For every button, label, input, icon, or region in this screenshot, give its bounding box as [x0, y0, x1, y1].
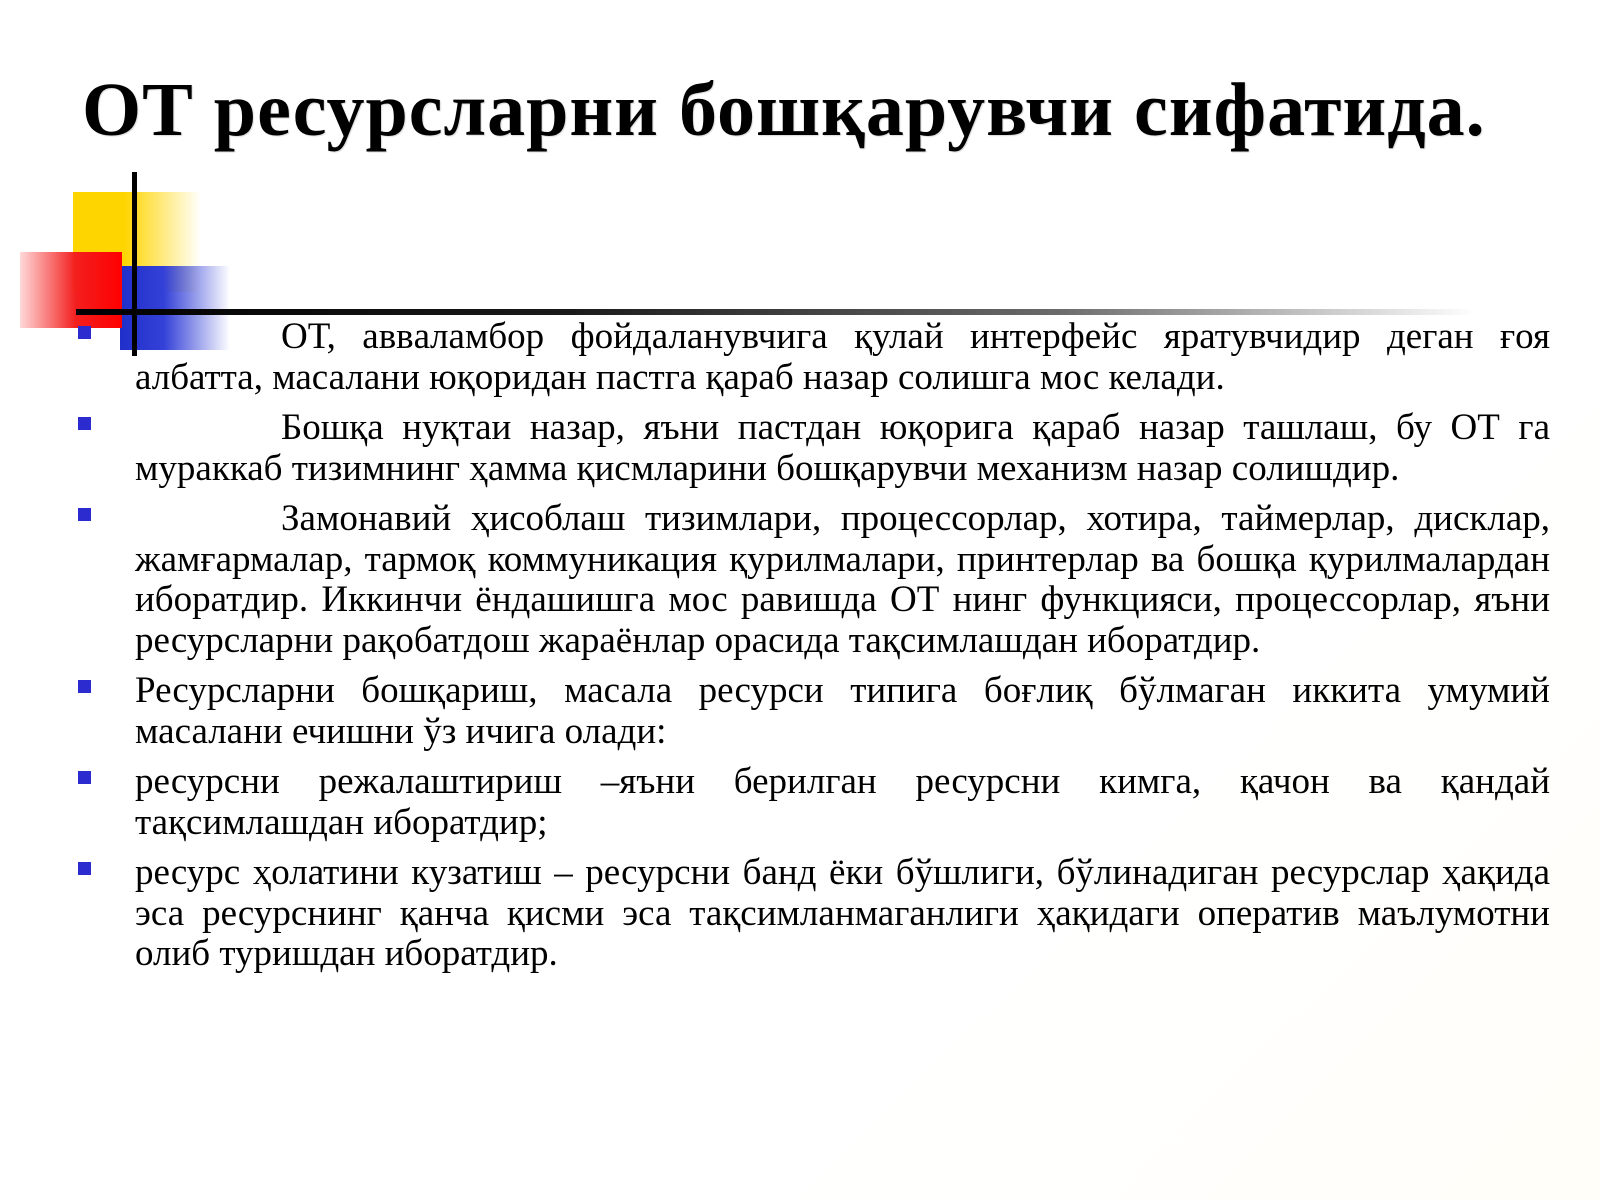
- bullet-marker-icon: [78, 771, 91, 784]
- bullet-marker-icon: [78, 326, 91, 339]
- bullet-item: [135, 408, 1550, 489]
- slide-title: ОТ ресурсларни бошқарувчи сифатида.: [82, 68, 1486, 152]
- bullet-marker-icon: [78, 508, 91, 521]
- bullet-text: Бошқа нуқтаи назар, яъни пастдан юқорига қараб назар ташлаш, бу ОТ га мураккаб тизимнинг ҳамма қисмларини бошқарувчи механизм назар солишдир.: [135, 407, 1550, 489]
- bullet-marker-icon: [78, 417, 91, 430]
- bullet-text: ресурс ҳолатини кузатиш – ресурсни банд ёки бўшлиги, бўлинадиган ресурслар ҳақида эса ресурснинг қанча қисми эса тақсимланмаганлиги ҳақидаги оператив маълумотни олиб туришдан иборатдир.: [135, 852, 1550, 974]
- bullet-item: [135, 499, 1550, 661]
- bullet-text: ОТ, аввaламбор фойдаланувчига қулай интерфейс яратувчидир деган ғоя албатта, масалани юқоридан пастга қараб назар солишга мос келади.: [135, 316, 1550, 398]
- bullet-item: [135, 762, 1550, 843]
- bullet-list: [0, 317, 1600, 985]
- bullet-marker-icon: [78, 862, 91, 875]
- bullet-marker-icon: [78, 680, 91, 693]
- bullet-text: ресурсни режалаштириш –яъни берилган ресурсни кимга, қачон ва қандай тақсимлашдан иборатдир;: [135, 761, 1550, 843]
- bullet-item: [135, 317, 1550, 398]
- bullet-text: Замонавий ҳисоблаш тизимлари, процессорлар, хотира, таймерлар, дисклар, жамғармалар, тармоқ коммуникация қурилмалари, принтерлар ва бошқа қурилмалардан иборатдир. Иккинчи ёндашишга мос равишда ОТ нинг функцияси, процессорлар, яъни ресурсларни рақобатдош жараёнлар орасида тақсимлашдан иборатдир.: [135, 498, 1550, 661]
- bullet-text: Ресурсларни бошқариш, масала ресурси типига боғлиқ бўлмаган иккита умумий масалани ечишни ўз ичига олади:: [135, 670, 1550, 752]
- decor-horizontal-line: [76, 309, 1476, 315]
- bullet-item: [135, 853, 1550, 975]
- bullet-item: [135, 671, 1550, 752]
